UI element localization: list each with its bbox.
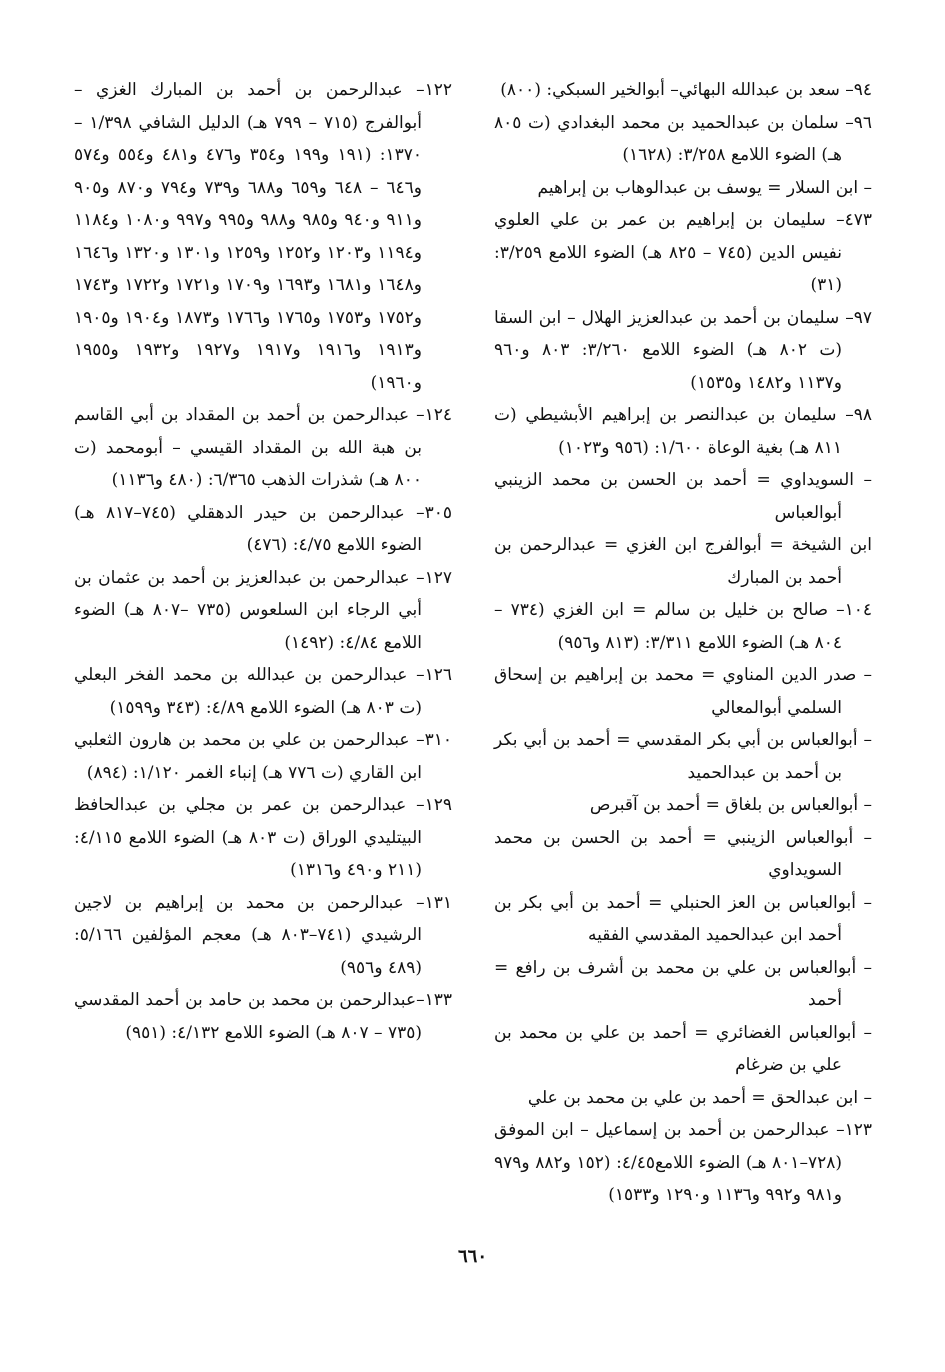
index-entry: – أبوالعباس بن العز الحنبلي = أحمد بن أبي بكر بن أحمد ابن عبدالحميد المقدسي الفقيه [494,892,872,945]
index-entry: ٩٤– سعد بن عبدالله البهائي– أبوالخير السبكي: (٨٠٠) [500,80,872,100]
index-entry: ابن الشيخة = أبوالفرج ابن الغزي = عبدالرحمن بن أحمد بن المبارك [494,535,872,588]
index-entry: – أبوالعباس بن بلغاق = أحمد بن آقبرص [589,795,872,815]
index-entry: – صدر الدين المناوي = محمد بن إبراهيم بن إسحاق السلمي أبوالمعالي [494,665,872,718]
index-entry: – ابن السلار = يوسف بن عبدالوهاب بن إبراهيم [537,177,872,198]
index-entry: ١٢٢– عبدالرحمن بن أحمد بن المبارك الغزي – أبوالفرج (٧١٥ – ٧٩٩ هـ) الدليل الشافي ١/٣٩٨ – ١٣٧٠: (١٩١ و١٩٩ و٣٥٤ و٤٧٦ و٤٨١ و٥٥٤ و٥٧٤ و٦٤٦ – ٦٤٨ و٦٥٩ و٦٨٨ و٧٣٩ و٧٩٤ و٨٧٠ و٩٠٥ و٩١١ و٩٤٠ و٩٨٥ و٩٨٨ و٩٩٥ و٩٩٧ و١٠٨٠ و١١٨٤ و١١٩٤ و١٢٠٣ و١٢٥٢ و١٢٥٩ و١٣٠١ و١٣٢٠ و١٦٤٦ و١٦٤٨ و١٦٨١ و١٦٩٣ و١٧٠٩ و١٧٢١ و١٧٢٢ و١٧٤٣ و١٧٥٢ و١٧٥٣ و١٧٦٥ و١٧٦٦ و١٨٧٣ و١٩٠٤ و١٩٠٥ و١٩١٣ و١٩١٦ و١٩١٧ و١٩٢٧ و١٩٣٢ و١٩٥٥ و١٩٦٠) [74,80,452,393]
index-entry: ٣٠٥– عبدالرحمن بن حيدر الدهقلي (٧٤٥–٨١٧ هـ) الضوء اللامع ٤/٧٥: (٤٧٦) [74,502,453,555]
index-entry: – ابن عبدالحق = أحمد بن علي بن محمد بن علي [527,1087,872,1108]
index-entry: ١٢٧– عبدالرحمن بن عبدالعزيز بن أحمد بن عثمان بن أبي الرجاء ابن السلعوس (٧٣٥ –٨٠٧ هـ) الضوء اللامع ٤/٨٤: (١٤٩٢) [74,567,452,653]
index-entry: – أبوالعباس الغضائري = أحمد بن علي بن محمد بن علي بن ضرغام [494,1022,872,1075]
index-entry: – أبوالعباس بن علي بن محمد بن أشرف بن رافع = أحمد [494,957,872,1010]
index-entry: ١٠٤– صالح بن خليل بن سالم = ابن الغزي (٧٣٤ – ٨٠٤ هـ) الضوء اللامع ٣/٣١١: (٨١٣ و٩٥٦) [494,600,873,653]
index-entry: – أبوالعباس بن أبي بكر المقدسي = أحمد بن أبي بكر بن أحمد بن عبدالحميد [494,730,872,783]
index-entry: ٩٧– سليمان بن أحمد بن عبدالعزيز الهلال – ابن السقا (ت ٨٠٢ هـ) الضوء اللامع ٣/٢٦٠: ٨٠٣ و٩٦٠ و١١٣٧ و١٤٨٢ و١٥٣٥) [494,307,872,393]
index-entry: ٩٨– سليمان بن عبدالنصر بن إبراهيم الأبشيطي (ت ٨١١ هـ) بغية الوعاة ١/٦٠٠: (٩٥٦ و١٠٢٣) [494,405,872,458]
index-entry: ٩٦– سلمان بن عبدالحميد بن محمد البغدادي (ت ٨٠٥ هـ) الضوء اللامع ٣/٢٥٨: (١٦٢٨) [494,112,872,165]
index-entry: ٤٧٣– سليمان بن إبراهيم بن عمر بن علي العلوي نفيس الدين (٧٤٥ – ٨٢٥ هـ) الضوء اللامع ٣/٢٥٩: (٣١) [494,210,872,295]
index-entry: ١٢٩– عبدالرحمن بن عمر بن مجلي بن عبدالحافظ البيتليدي الوراق (ت ٨٠٣ هـ) الضوء اللامع ٤/١١٥: (٢١١ و٤٩٠ و١٣١٦) [74,795,452,880]
index-entry: – أبوالعباس الزينبي = أحمد بن الحسن بن محمد السويداوي [494,827,872,880]
index-entry: ٣١٠– عبدالرحمن بن علي بن محمد بن هارون الثعلبي ابن القاري (ت ٧٧٦ هـ) إنباء الغمر ١/١٢٠: (٨٩٤) [74,730,452,783]
index-entry: – السويداوي = أحمد بن الحسن بن محمد الزينبي أبوالعباس [494,470,872,523]
right-column [494,74,872,1212]
index-entry: ١٢٦– عبدالرحمن بن عبدالله بن محمد الفخر البعلي (ت ٨٠٣ هـ) الضوء اللامع ٤/٨٩: (٣٤٣ و١٥٩٩) [74,665,452,718]
page-number: ٦٦٠ [457,1246,487,1267]
index-entry: ١٢٣– عبدالرحمن بن أحمد بن إسماعيل – ابن الموفق (٧٢٨–٨٠١ هـ) الضوء اللامع٤/٤٥: (١٥٢ و٨٨٢ و٩٧٩ و٩٨١ و٩٩٢ و١١٣٦ و١٢٩٠ و١٥٣٣) [494,1120,872,1205]
index-entry: ١٣٣–عبدالرحمن بن محمد بن حامد بن أحمد المقدسي (٧٣٥ – ٨٠٧ هـ) الضوء اللامع ٤/١٣٢: (٩٥١) [74,990,452,1043]
index-entry: ١٢٤– عبدالرحمن بن أحمد بن المقداد بن أبي القاسم بن هبة الله بن المقداد القيسي – أبومحمد (ت ٨٠٠ هـ) شذرات الذهب ٦/٣٦٥: (٤٨٠ و١١٣٦) [74,405,452,490]
index-entry: ١٣١– عبدالرحمن بن محمد بن إبراهيم بن لاجين الرشيدي (٧٤١–٨٠٣ هـ) معجم المؤلفين ٥/١٦٦: (٤٨٩ و٩٥٦) [74,892,452,978]
left-column [74,74,452,1049]
